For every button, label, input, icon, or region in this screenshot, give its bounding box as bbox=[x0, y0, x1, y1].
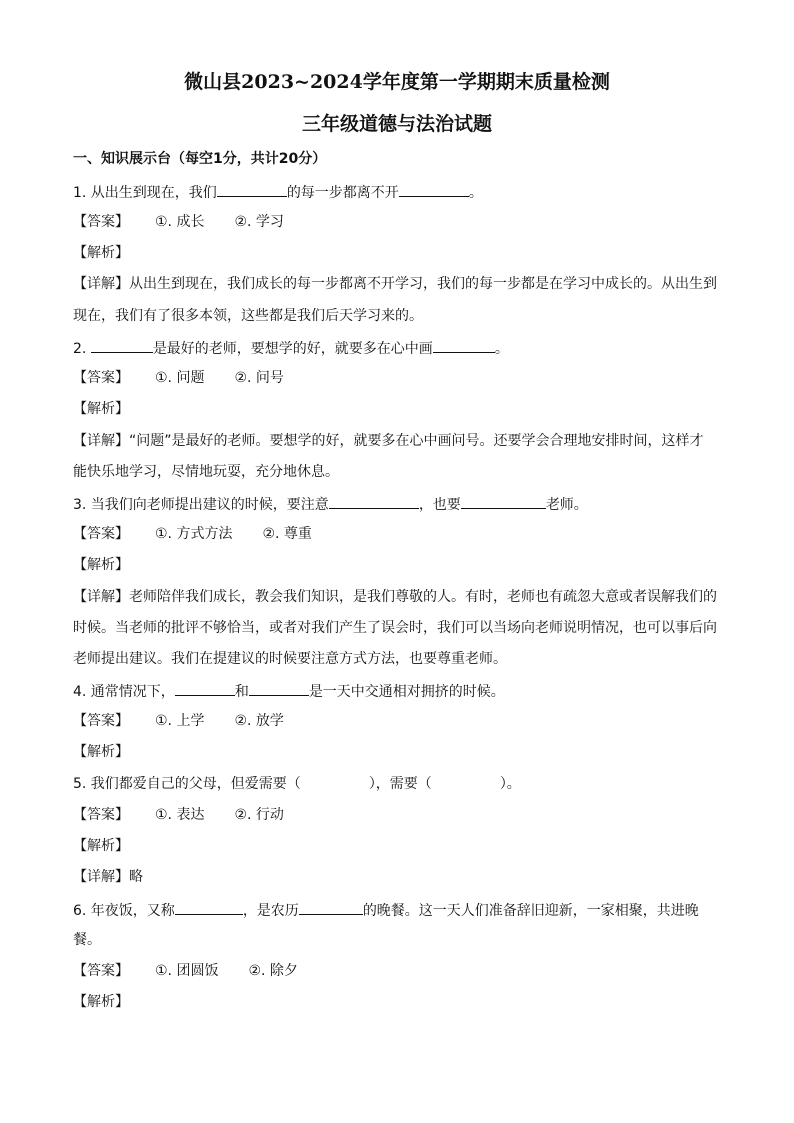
answer-2: ②. 尊重 bbox=[262, 526, 312, 542]
blank bbox=[217, 182, 287, 197]
answer-2: ②. 问号 bbox=[234, 370, 284, 386]
page-subtitle: 三年级道德与法治试题 bbox=[301, 113, 492, 135]
answer-row-3 bbox=[73, 525, 733, 543]
answer-2: ②. 行动 bbox=[234, 807, 284, 823]
section-heading: 一、知识展示台（每空1分，共计20分） bbox=[73, 151, 327, 167]
blank bbox=[399, 182, 469, 197]
blank bbox=[433, 338, 495, 353]
answer-label: 【答案】 bbox=[73, 963, 129, 979]
detail-1: 【详解】从出生到现在，我们成长的每一步都离不开学习，我们的每一步都是在学习中成长的。从出生到 bbox=[73, 276, 717, 292]
answer-row-5 bbox=[73, 806, 733, 824]
analysis-label: 【解析】 bbox=[73, 744, 129, 760]
question-1: 1. 从出生到现在，我们 的每一步都离不开 。 bbox=[73, 182, 733, 202]
blank bbox=[461, 494, 546, 509]
answer-label: 【答案】 bbox=[73, 526, 129, 542]
detail-2: 【详解】“问题”是最好的老师。要想学的好，就要多在心中画问号。还要学会合理地安排时间，这样才 bbox=[73, 433, 704, 449]
blank bbox=[329, 494, 419, 509]
question-4: 4. 通常情况下， 和 是一天中交通相对拥挤的时候。 bbox=[73, 681, 733, 701]
answer-1: ①. 上学 bbox=[155, 713, 205, 729]
answer-1: ①. 团圆饭 bbox=[155, 963, 219, 979]
analysis-label: 【解析】 bbox=[73, 557, 129, 573]
answer-2: ②. 放学 bbox=[234, 713, 284, 729]
question-6: 6. 年夜饭，又称 ，是农历 的晚餐。这一天人们准备辞旧迎新，一家相聚，共进晚 bbox=[73, 900, 733, 920]
answer-label: 【答案】 bbox=[73, 713, 129, 729]
detail-5: 【详解】略 bbox=[73, 869, 143, 885]
page-title: 微山县2023~2024学年度第一学期期末质量检测 bbox=[184, 71, 610, 93]
answer-label: 【答案】 bbox=[73, 214, 129, 230]
analysis-label: 【解析】 bbox=[73, 401, 129, 417]
answer-1: ①. 方式方法 bbox=[155, 526, 233, 542]
question-3: 3. 当我们向老师提出建议的时候，要注意 ，也要 老师。 bbox=[73, 494, 733, 514]
answer-row-2 bbox=[73, 369, 733, 387]
question-2: 2. 是最好的老师，要想学的好，就要多在心中画 。 bbox=[73, 338, 733, 358]
answer-2: ②. 除夕 bbox=[248, 963, 298, 979]
analysis-label: 【解析】 bbox=[73, 838, 129, 854]
answer-2: ②. 学习 bbox=[234, 214, 284, 230]
blank bbox=[249, 681, 309, 696]
blank bbox=[175, 681, 235, 696]
blank bbox=[175, 900, 243, 915]
answer-label: 【答案】 bbox=[73, 370, 129, 386]
answer-1: ①. 问题 bbox=[155, 370, 205, 386]
blank bbox=[299, 900, 363, 915]
answer-row-4 bbox=[73, 712, 733, 730]
blank bbox=[91, 338, 153, 353]
detail-1-cont: 现在，我们有了很多本领，这些都是我们后天学习来的。 bbox=[73, 308, 423, 324]
answer-1: ①. 表达 bbox=[155, 807, 205, 823]
analysis-label: 【解析】 bbox=[73, 994, 129, 1010]
detail-2-cont: 能快乐地学习，尽情地玩耍，充分地休息。 bbox=[73, 464, 339, 480]
answer-label: 【答案】 bbox=[73, 807, 129, 823]
detail-3-cont-2: 老师提出建议。我们在提建议的时候要注意方式方法，也要尊重老师。 bbox=[73, 651, 507, 667]
detail-3: 【详解】老师陪伴我们成长，教会我们知识，是我们尊敬的人。有时，老师也有疏忽大意或者误解我们的 bbox=[73, 589, 717, 605]
detail-3-cont: 时候。当老师的批评不够恰当，或者对我们产生了误会时，我们可以当场向老师说明情况，也可以事后向 bbox=[73, 620, 717, 636]
question-5: 5. 我们都爱自己的父母，但爱需要（ ），需要（ ）。 bbox=[73, 776, 521, 792]
answer-1: ①. 成长 bbox=[155, 214, 205, 230]
question-6-cont: 餐。 bbox=[73, 932, 101, 948]
analysis-label: 【解析】 bbox=[73, 245, 129, 261]
answer-row-6 bbox=[73, 962, 733, 980]
answer-row-1 bbox=[73, 213, 733, 231]
